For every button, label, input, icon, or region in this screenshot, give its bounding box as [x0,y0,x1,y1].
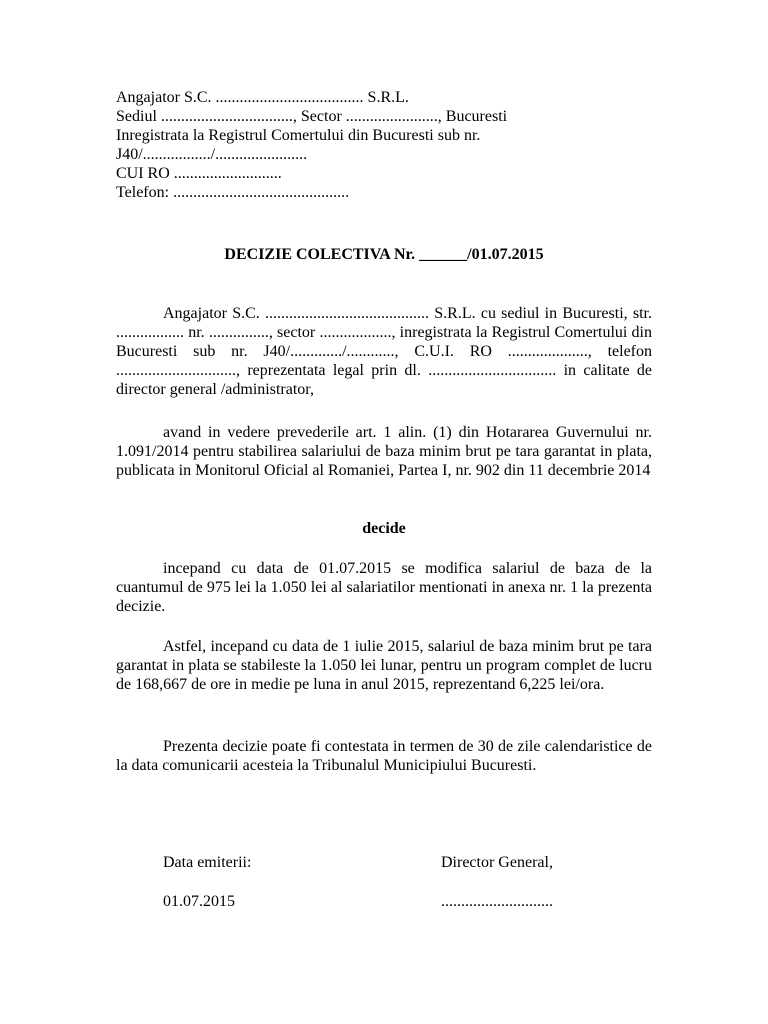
contest-paragraph: Prezenta decizie poate fi contestata in termen de 30 de zile calendaristice de la data comunicarii acesteia la Tribunalul Municipiului Bucuresti. [116,738,652,774]
decide-heading: decide [362,520,406,537]
document-title: DECIZIE COLECTIVA Nr. ______/01.07.2015 [224,246,544,263]
date-value: 01.07.2015 [163,893,235,910]
employer-header [116,88,576,202]
director-signature-line: ............................ [441,893,553,910]
registration-line: Inregistrata la Registrul Comertului din Bucuresti sub nr. [116,127,481,144]
legal-basis-paragraph: avand in vedere prevederile art. 1 alin. (1) din Hotararea Guvernului nr. 1.091/2014 pentru stabilirea salariului de baza minim brut pe tara garantat in plata, publicata in Monitorul Oficial al Romaniei, Partea I, nr. 902 din 11 decembrie 2014 [116,424,652,479]
employer-address-line: Sediul ................................., Sector ......................., Bucuresti [116,108,508,125]
employer-name-line: Angajator S.C. ..................................... S.R.L. [116,89,409,106]
salary-change-paragraph: incepand cu data de 01.07.2015 se modifica salariul de baza de la cuantumul de 975 lei la 1.050 lei al salariatilor mentionati in anexa nr. 1 la prezenta decizie. [116,560,652,615]
date-label: Data emiterii: [163,854,252,871]
phone-line: Telefon: ............................................ [116,184,350,201]
employer-paragraph: Angajator S.C. ......................................... S.R.L. cu sediul in Bucuresti, str. ................. nr. ..............., sector .................., inregistrata la Registrul Comertului din Bucuresti sub nr. J40/............./............, C.U.I. RO ...................., telefon .............................., reprezentata legal prin dl. ................................ in calitate de director general /administrator, [116,305,652,398]
registration-number-line: J40/................./....................... [116,146,308,163]
minimum-wage-paragraph: Astfel, incepand cu data de 1 iulie 2015, salariul de baza minim brut pe tara garantat in plata se stabileste la 1.050 lei lunar, pentru un program complet de lucru de 168,667 de ore in medie pe luna in anul 2015, reprezentand 6,225 lei/ora. [116,638,652,693]
cui-line: CUI RO ........................... [116,165,282,182]
director-label: Director General, [441,854,553,871]
